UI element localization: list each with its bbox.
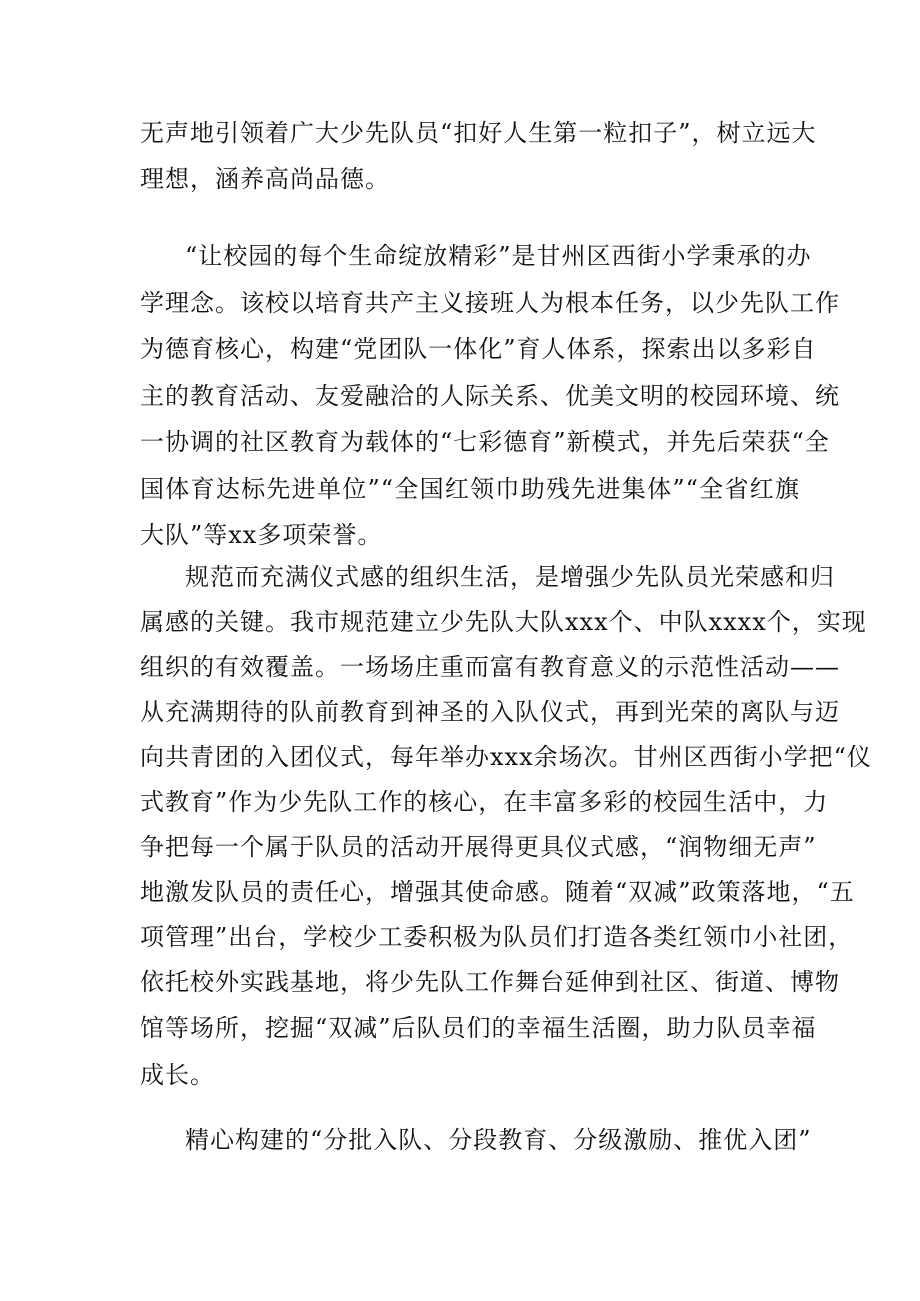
paragraph-line: 主的教育活动、友爱融洽的人际关系、优美文明的校园环境、统 bbox=[140, 382, 840, 410]
paragraph-line: 馆等场所，挖掘“双减”后队员们的幸福生活圈，助力队员幸福 bbox=[140, 1014, 817, 1042]
paragraph-line: 理想，涵养高尚品德。 bbox=[140, 165, 390, 193]
paragraph-line: 式教育”作为少先队工作的核心，在丰富多彩的校园生活中，力 bbox=[140, 788, 829, 816]
paragraph-line: 地激发队员的责任心，增强其使命感。随着“双减”政策落地，“五 bbox=[140, 878, 855, 906]
paragraph-line: 精心构建的“分批入队、分段教育、分级激励、推优入团” bbox=[185, 1126, 812, 1154]
paragraph-line: 组织的有效覆盖。一场场庄重而富有教育意义的示范性活动—— bbox=[140, 653, 840, 681]
paragraph-line: 无声地引领着广大少先队员“扣好人生第一粒扣子”，树立远大 bbox=[140, 119, 817, 147]
paragraph-line: 为德育核心，构建“党团队一体化”育人体系，探索出以多彩自 bbox=[140, 335, 817, 363]
paragraph-line: 一协调的社区教育为载体的“七彩德育”新模式，并先后荣获“全 bbox=[140, 428, 830, 456]
paragraph-line: 向共青团的入团仪式，每年举办xxx余场次。甘州区西街小学把“仪 bbox=[140, 743, 872, 771]
paragraph-line: 争把每一个属于队员的活动开展得更具仪式感，“润物细无声” bbox=[140, 833, 817, 861]
paragraph-line: 从充满期待的队前教育到神圣的入队仪式，再到光荣的离队与迈 bbox=[140, 698, 840, 726]
paragraph-line: 学理念。该校以培育共产主义接班人为根本任务，以少先队工作 bbox=[140, 289, 840, 317]
paragraph-line: 成长。 bbox=[140, 1061, 215, 1089]
paragraph-line: 属感的关键。我市规范建立少先队大队xxx个、中队xxxx个，实现 bbox=[140, 608, 867, 636]
paragraph-line: 国体育达标先进单位”“全国红领巾助残先进集体”“全省红旗 bbox=[140, 475, 800, 503]
paragraph-line: 规范而充满仪式感的组织生活，是增强少先队员光荣感和归 bbox=[185, 563, 835, 591]
paragraph-line: “让校园的每个生命绽放精彩”是甘州区西街小学秉承的办 bbox=[185, 242, 812, 270]
paragraph-line: 大队”等xx多项荣誉。 bbox=[140, 521, 383, 549]
paragraph-line: 依托校外实践基地，将少先队工作舞台延伸到社区、街道、博物 bbox=[140, 968, 840, 996]
paragraph-line: 项管理”出台，学校少工委积极为队员们打造各类红领巾小社团， bbox=[140, 923, 854, 951]
